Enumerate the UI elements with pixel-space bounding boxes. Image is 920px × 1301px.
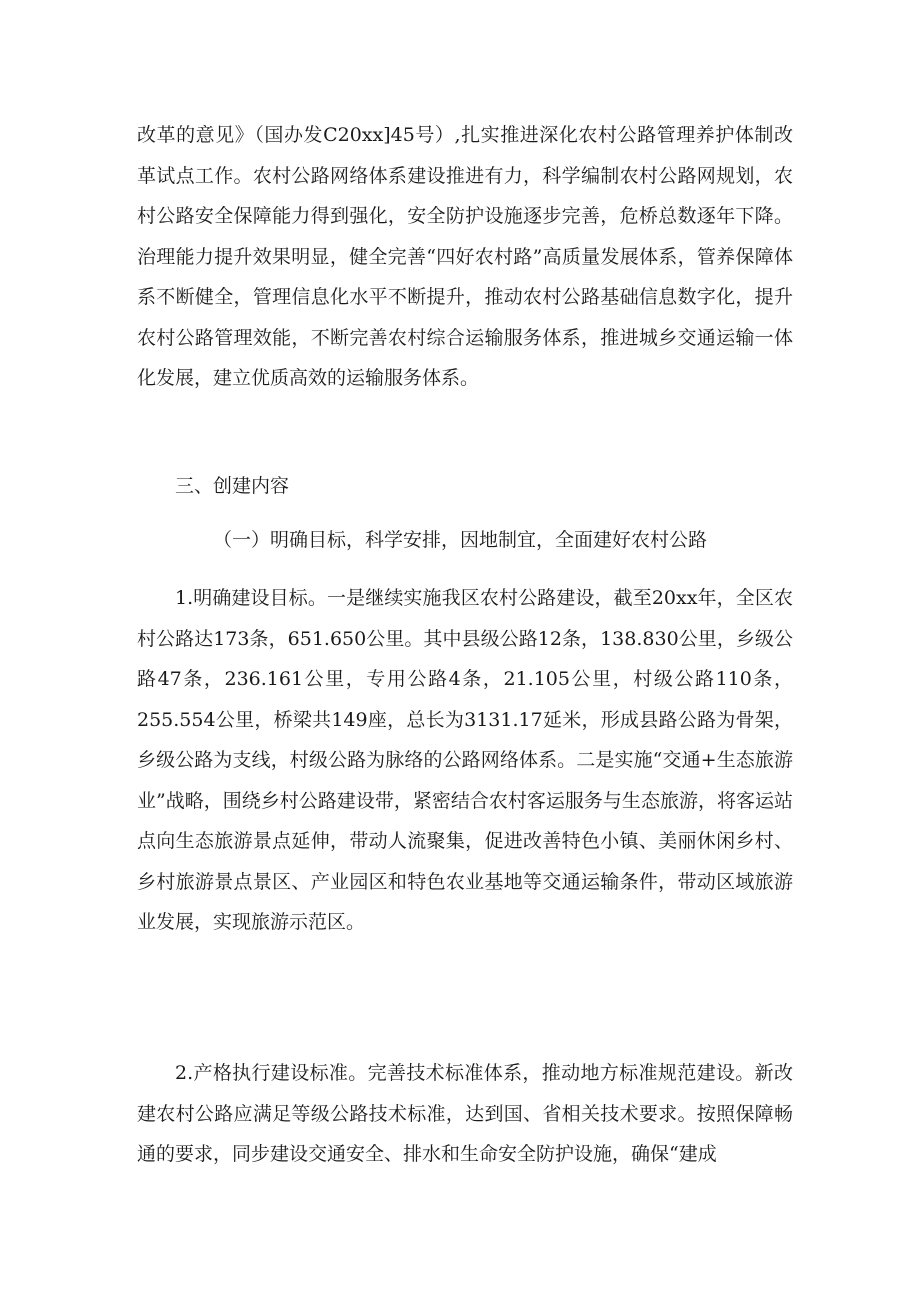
paragraph-construction-goals: 1.明确建设目标。一是继续实施我区农村公路建设，截至20xx年，全区农村公路达173条，651.650公里。其中县级公路12条，138.830公里，乡级公路47条，236.161公里，专用公路4条，21.105公里，村级公路110条，255.554公里，桥梁共149座，总长为3131.17延米，形成县路公路为骨架，乡级公路为支线，村级公路为脉络的公路网络体系。二是实施“交通+生态旅游业”战略，围绕乡村公路建设带，紧密结合农村客运服务与生态旅游，将客运站点向生态旅游景点延伸，带动人流聚集，促进改善特色小镇、美丽休闲乡村、乡村旅游景点景区、产业园区和特色农业基地等交通运输条件，带动区域旅游业发展，实现旅游示范区。	[137, 587, 793, 933]
paragraph-construction-standards: 2.产格执行建设标准。完善技术标准体系，推动地方标准规范建设。新改建农村公路应满足等级公路技术标准，达到国、省相关技术要求。按照保障畅通的要求，同步建设交通安全、排水和生命安全防护设施，确保“建成	[137, 1062, 793, 1165]
section-heading: 三、创建内容	[175, 475, 290, 497]
paragraph-reform-context: 改革的意见》（国办发C20xx]45号）,扎实推进深化农村公路管理养护体制改革试点工作。农村公路网络体系建设推进有力，科学编制农村公路网规划，农村公路安全保障能力得到强化，安全防护设施逐步完善，危桥总数逐年下降。治理能力提升效果明显，健全完善“四好农村路”高质量发展体系，管养保障体系不断健全，管理信息化水平不断提升，推动农村公路基础信息数字化，提升农村公路管理效能，不断完善农村综合运输服务体系，推进城乡交通运输一体化发展，建立优质高效的运输服务体系。	[137, 124, 793, 389]
sub-heading: （一）明确目标，科学安排，因地制宜，全面建好农村公路	[213, 529, 708, 551]
